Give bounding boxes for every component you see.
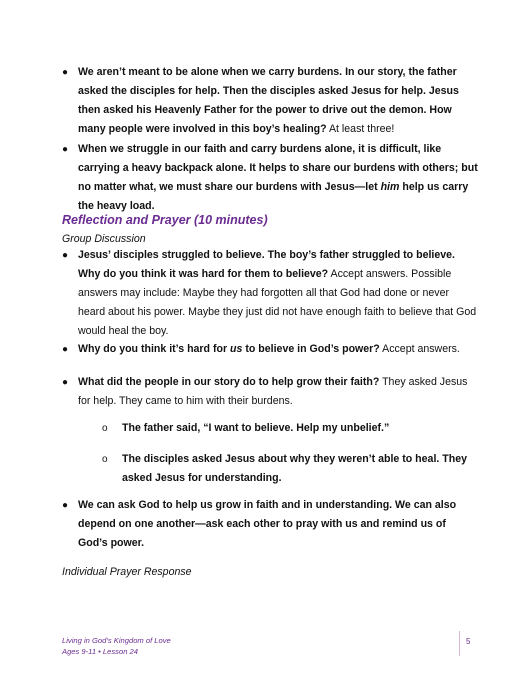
page-number: 5 [466, 637, 471, 646]
bullet-marker: ● [62, 144, 69, 155]
bullet-bold-text: We aren’t meant to be alone when we carry burdens. In our story, the father asked the disciples for help. Then the disciples asked Jesus for help. Jesus then asked his Heavenly Father for the power to drive out the demon. How many people were involved in this boy’s healing? [78, 66, 459, 135]
bullet-marker: ● [62, 67, 69, 78]
bullet-bold-text: help us carry the heavy load. [78, 181, 469, 212]
sub-list-item [102, 450, 478, 488]
section-subheading: Group Discussion [62, 233, 146, 245]
section-heading: Reflection and Prayer (10 minutes) [62, 213, 268, 227]
footer [62, 635, 171, 657]
footer-subtitle: Ages 9-11 • Lesson 24 [62, 647, 138, 656]
bullet-item [62, 496, 478, 553]
bullet-italic-text: him [380, 181, 400, 193]
question-text: What did the people in our story do to help grow their faith? [78, 376, 380, 388]
discussion-item [62, 246, 478, 341]
bullet-marker: ● [62, 344, 69, 355]
bullet-bold-text: When we struggle in our faith and carry burdens alone, it is difficult, like carrying a heavy backpack alone. It helps to share our burdens with others; but no matter what, we must share our burdens with Jesus—let [78, 143, 478, 193]
bullet-item [62, 63, 478, 139]
bullet-marker: ● [62, 250, 69, 261]
bullet-marker: ● [62, 377, 69, 388]
bullet-answer-text: At least three! [326, 123, 395, 135]
sub-bullet-marker: o [102, 423, 108, 434]
discussion-item [62, 373, 478, 411]
question-text: Jesus’ disciples struggled to believe. The boy’s father struggled to believe. Why do you think it was hard for them to believe? [78, 249, 455, 280]
bullet-bold-text: We can ask God to help us grow in faith and in understanding. We can also depend on one another—ask each other to pray with us and remind us of God’s power. [78, 499, 457, 549]
individual-prayer-label: Individual Prayer Response [62, 566, 192, 578]
sub-item-text: The father said, “I want to believe. Help my unbelief.” [122, 422, 390, 434]
footer-divider [459, 631, 460, 656]
question-italic-text: us [230, 343, 243, 355]
footer-title: Living in God’s Kingdom of Love [62, 636, 171, 645]
sub-item-text: The disciples asked Jesus about why they weren’t able to heal. They asked Jesus for understanding. [122, 453, 467, 484]
sub-bullet-marker: o [102, 454, 108, 465]
bullet-marker: ● [62, 500, 69, 511]
sub-list-item [102, 419, 478, 438]
discussion-item [62, 340, 478, 359]
question-text: to believe in God’s power? [242, 343, 380, 355]
answer-text: Accept answers. [379, 343, 460, 355]
answer-text: Accept answers. Possible answers may include: Maybe they had forgotten all that God had done or never heard about his power. Maybe they just did not have enough faith to believe that God would heal the boy. [78, 268, 477, 337]
question-text: Why do you think it’s hard for [78, 343, 231, 355]
bullet-item [62, 140, 478, 216]
answer-text: They asked Jesus for help. They came to him with their burdens. [78, 376, 468, 407]
